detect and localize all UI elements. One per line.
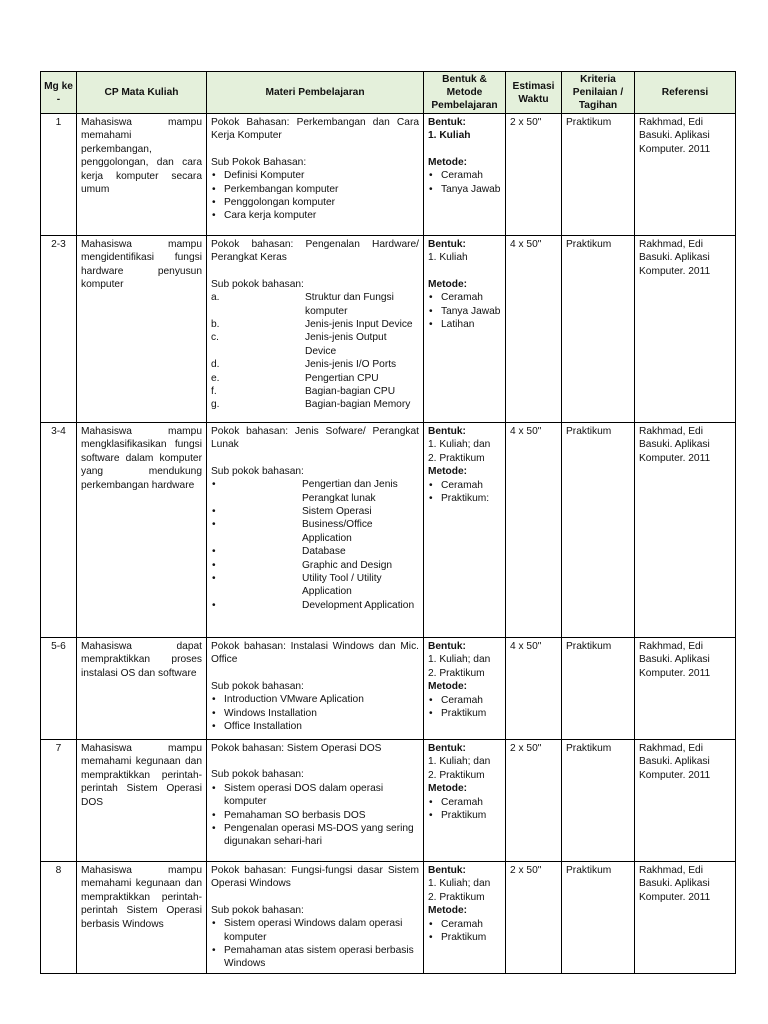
bentuk-item: 1. Kuliah bbox=[428, 130, 471, 142]
list-item: • Office Installation bbox=[211, 720, 419, 733]
header-mg: Mg ke - bbox=[41, 72, 77, 114]
list-item: • Cara kerja komputer bbox=[211, 209, 419, 222]
header-bentuk: Bentuk & Metode Pembelajaran bbox=[424, 72, 506, 114]
cell-cp: Mahasiswa mampu mengklasifikasikan fungsi software dalam komputer yang mendukung perkembangan hardware bbox=[77, 423, 207, 638]
metode-label: Metode: bbox=[428, 278, 468, 290]
bentuk-item: 2. Praktikum bbox=[428, 667, 485, 679]
sub-pokok-label: Sub Pokok Bahasan: bbox=[211, 156, 307, 168]
list-item: • Praktikum: bbox=[428, 492, 501, 505]
sub-pokok-list bbox=[211, 478, 419, 612]
table-row bbox=[41, 740, 736, 862]
header-referensi: Referensi bbox=[635, 72, 736, 114]
list-item: • Penggolongan komputer bbox=[211, 196, 419, 209]
list-item: • Ceramah bbox=[428, 694, 501, 707]
bentuk-label: Bentuk: bbox=[428, 117, 466, 128]
cell-bentuk bbox=[424, 236, 506, 423]
list-marker: d. bbox=[211, 359, 220, 371]
cell-kriteria: Praktikum bbox=[562, 638, 635, 740]
sub-pokok-list bbox=[211, 917, 419, 971]
sub-pokok-list bbox=[211, 169, 419, 223]
pokok-bahasan: Pokok bahasan: Fungsi-fungsi dasar Sistem Operasi Windows bbox=[211, 865, 419, 890]
cell-estimasi: 2 x 50" bbox=[506, 862, 562, 974]
table-row bbox=[41, 236, 736, 423]
list-marker: c. bbox=[211, 332, 219, 344]
list-text: Jenis-jenis I/O Ports bbox=[305, 359, 397, 371]
cell-mg: 1 bbox=[41, 114, 77, 236]
list-item bbox=[211, 518, 419, 545]
list-item bbox=[211, 478, 419, 505]
cell-cp: Mahasiswa dapat mempraktikkan proses instalasi OS dan software bbox=[77, 638, 207, 740]
cell-mg: 2-3 bbox=[41, 236, 77, 423]
list-item: • Tanya Jawab bbox=[428, 183, 501, 196]
list-item: • Perkembangan komputer bbox=[211, 183, 419, 196]
metode-list bbox=[428, 169, 501, 196]
table-row bbox=[41, 114, 736, 236]
header-kriteria: Kriteria Penilaian / Tagihan bbox=[562, 72, 635, 114]
pokok-bahasan: Pokok bahasan: Jenis Sofware/ Perangkat Lunak bbox=[211, 426, 419, 451]
cell-cp: Mahasiswa mampu memahami perkembangan, penggolongan, dan cara kerja komputer secara umum bbox=[77, 114, 207, 236]
list-item bbox=[211, 559, 419, 572]
list-text: • Database bbox=[302, 546, 346, 558]
cell-materi bbox=[207, 423, 424, 638]
bentuk-item: 1. Kuliah bbox=[428, 252, 468, 264]
metode-list bbox=[428, 291, 501, 331]
cell-materi bbox=[207, 114, 424, 236]
header-cp: CP Mata Kuliah bbox=[77, 72, 207, 114]
table-row bbox=[41, 423, 736, 638]
metode-label: Metode: bbox=[428, 466, 468, 478]
cell-bentuk bbox=[424, 423, 506, 638]
header-materi: Materi Pembelajaran bbox=[207, 72, 424, 114]
list-text: • Pengertian dan Jenis Perangkat lunak bbox=[302, 479, 398, 504]
cell-bentuk bbox=[424, 740, 506, 862]
cell-estimasi: 2 x 50" bbox=[506, 740, 562, 862]
list-item: • Ceramah bbox=[428, 796, 501, 809]
list-marker: b. bbox=[211, 319, 220, 331]
list-item bbox=[211, 545, 419, 558]
cell-cp: Mahasiswa mampu memahami kegunaan dan mempraktikkan perintah-perintah Sistem Operasi berbasis Windows bbox=[77, 862, 207, 974]
cell-referensi: Rakhmad, Edi Basuki. Aplikasi Komputer. 2011 bbox=[635, 862, 736, 974]
list-item bbox=[211, 505, 419, 518]
list-item: • Tanya Jawab bbox=[428, 305, 501, 318]
sub-pokok-label: Sub pokok bahasan: bbox=[211, 904, 304, 916]
pokok-bahasan: Pokok bahasan: Instalasi Windows dan Mic. Office bbox=[211, 641, 419, 666]
cell-referensi: Rakhmad, Edi Basuki. Aplikasi Komputer. 2011 bbox=[635, 638, 736, 740]
rps-table bbox=[40, 71, 736, 974]
list-item: • Ceramah bbox=[428, 291, 501, 304]
cell-referensi: Rakhmad, Edi Basuki. Aplikasi Komputer. 2011 bbox=[635, 423, 736, 638]
cell-referensi: Rakhmad, Edi Basuki. Aplikasi Komputer. 2011 bbox=[635, 114, 736, 236]
cell-estimasi: 2 x 50" bbox=[506, 114, 562, 236]
cell-mg: 7 bbox=[41, 740, 77, 862]
bentuk-item: 1. Kuliah; dan bbox=[428, 756, 491, 768]
bentuk-label: Bentuk: bbox=[428, 641, 466, 652]
list-item bbox=[211, 398, 419, 411]
cell-referensi: Rakhmad, Edi Basuki. Aplikasi Komputer. 2011 bbox=[635, 236, 736, 423]
cell-materi bbox=[207, 862, 424, 974]
list-text: Jenis-jenis Output Device bbox=[305, 332, 387, 357]
cell-kriteria: Praktikum bbox=[562, 423, 635, 638]
list-item: • Introduction VMware Aplication bbox=[211, 693, 419, 706]
list-marker: f. bbox=[211, 386, 217, 398]
sub-pokok-list bbox=[211, 693, 419, 733]
cell-cp: Mahasiswa mampu mengidentifikasi fungsi hardware penyusun komputer bbox=[77, 236, 207, 423]
bentuk-label: Bentuk: bbox=[428, 743, 466, 754]
cell-cp: Mahasiswa mampu memahami kegunaan dan mempraktikkan perintah-perintah Sistem Operasi DOS bbox=[77, 740, 207, 862]
cell-kriteria: Praktikum bbox=[562, 740, 635, 862]
list-item: • Sistem operasi Windows dalam operasi komputer bbox=[211, 917, 419, 944]
metode-label: Metode: bbox=[428, 156, 468, 168]
cell-materi bbox=[207, 638, 424, 740]
table-header-row bbox=[41, 72, 736, 114]
cell-materi bbox=[207, 740, 424, 862]
list-item: • Pemahaman atas sistem operasi berbasis Windows bbox=[211, 944, 419, 971]
list-text: Pengertian CPU bbox=[305, 372, 379, 384]
cell-mg: 5-6 bbox=[41, 638, 77, 740]
list-item: • Definisi Komputer bbox=[211, 169, 419, 182]
cell-estimasi: 4 x 50" bbox=[506, 638, 562, 740]
metode-list bbox=[428, 796, 501, 823]
bentuk-item: 1. Kuliah; dan bbox=[428, 654, 491, 666]
list-item bbox=[211, 291, 419, 318]
cell-mg: 8 bbox=[41, 862, 77, 974]
list-marker: g. bbox=[211, 399, 220, 411]
list-item: • Praktikum bbox=[428, 809, 501, 822]
cell-kriteria: Praktikum bbox=[562, 114, 635, 236]
sub-pokok-list bbox=[211, 782, 419, 849]
list-item bbox=[211, 372, 419, 385]
cell-bentuk bbox=[424, 862, 506, 974]
sub-pokok-label: Sub pokok bahasan: bbox=[211, 278, 304, 290]
bentuk-item: 1. Kuliah; dan bbox=[428, 878, 491, 890]
table-row bbox=[41, 638, 736, 740]
cell-mg: 3-4 bbox=[41, 423, 77, 638]
sub-pokok-label: Sub pokok bahasan: bbox=[211, 680, 304, 692]
list-item: • Ceramah bbox=[428, 169, 501, 182]
metode-list bbox=[428, 479, 501, 506]
list-item bbox=[211, 599, 419, 612]
list-marker: a. bbox=[211, 292, 220, 304]
metode-list bbox=[428, 694, 501, 721]
metode-label: Metode: bbox=[428, 681, 468, 693]
cell-bentuk bbox=[424, 638, 506, 740]
list-item: • Ceramah bbox=[428, 479, 501, 492]
list-item: • Ceramah bbox=[428, 918, 501, 931]
list-text: • Business/Office Application bbox=[302, 519, 373, 544]
list-item: • Pemahaman SO berbasis DOS bbox=[211, 809, 419, 822]
list-item: • Pengenalan operasi MS-DOS yang sering digunakan sehari-hari bbox=[211, 822, 419, 849]
list-text: Jenis-jenis Input Device bbox=[305, 319, 413, 331]
table-row bbox=[41, 862, 736, 974]
list-item bbox=[211, 385, 419, 398]
metode-list bbox=[428, 918, 501, 945]
list-text: • Utility Tool / Utility Application bbox=[302, 573, 382, 598]
sub-pokok-label: Sub pokok bahasan: bbox=[211, 769, 304, 781]
list-item bbox=[211, 318, 419, 331]
list-item: • Praktikum bbox=[428, 707, 501, 720]
list-item: • Windows Installation bbox=[211, 707, 419, 720]
bentuk-item: 2. Praktikum bbox=[428, 452, 485, 464]
cell-kriteria: Praktikum bbox=[562, 236, 635, 423]
list-text: • Graphic and Design bbox=[302, 559, 393, 571]
list-item: • Sistem operasi DOS dalam operasi komputer bbox=[211, 782, 419, 809]
cell-materi bbox=[207, 236, 424, 423]
pokok-bahasan: Pokok bahasan: Pengenalan Hardware/ Perangkat Keras bbox=[211, 239, 419, 264]
metode-label: Metode: bbox=[428, 905, 468, 917]
bentuk-label: Bentuk: bbox=[428, 239, 466, 250]
list-text: Bagian-bagian CPU bbox=[305, 386, 396, 398]
list-marker: e. bbox=[211, 372, 220, 384]
bentuk-item: 2. Praktikum bbox=[428, 891, 485, 903]
sub-pokok-label: Sub pokok bahasan: bbox=[211, 465, 304, 477]
list-text: • Sistem Operasi bbox=[302, 506, 372, 518]
list-item bbox=[211, 331, 419, 358]
list-text: • Development Application bbox=[302, 599, 415, 611]
list-item: • Praktikum bbox=[428, 931, 501, 944]
list-item bbox=[211, 358, 419, 371]
pokok-bahasan: Pokok Bahasan: Perkembangan dan Cara Kerja Komputer bbox=[211, 117, 419, 142]
pokok-bahasan: Pokok bahasan: Sistem Operasi DOS bbox=[211, 743, 382, 754]
cell-bentuk bbox=[424, 114, 506, 236]
metode-label: Metode: bbox=[428, 783, 468, 795]
cell-estimasi: 4 x 50" bbox=[506, 236, 562, 423]
bentuk-label: Bentuk: bbox=[428, 865, 466, 876]
cell-referensi: Rakhmad, Edi Basuki. Aplikasi Komputer. 2011 bbox=[635, 740, 736, 862]
header-estimasi: Estimasi Waktu bbox=[506, 72, 562, 114]
list-text: Bagian-bagian Memory bbox=[305, 399, 411, 411]
bentuk-label: Bentuk: bbox=[428, 426, 466, 437]
cell-estimasi: 4 x 50" bbox=[506, 423, 562, 638]
list-item: • Latihan bbox=[428, 318, 501, 331]
list-item bbox=[211, 572, 419, 599]
bentuk-item: 1. Kuliah; dan bbox=[428, 439, 491, 451]
sub-pokok-list bbox=[211, 291, 419, 412]
bentuk-item: 2. Praktikum bbox=[428, 769, 485, 781]
cell-kriteria: Praktikum bbox=[562, 862, 635, 974]
list-text: Struktur dan Fungsi komputer bbox=[305, 292, 394, 317]
